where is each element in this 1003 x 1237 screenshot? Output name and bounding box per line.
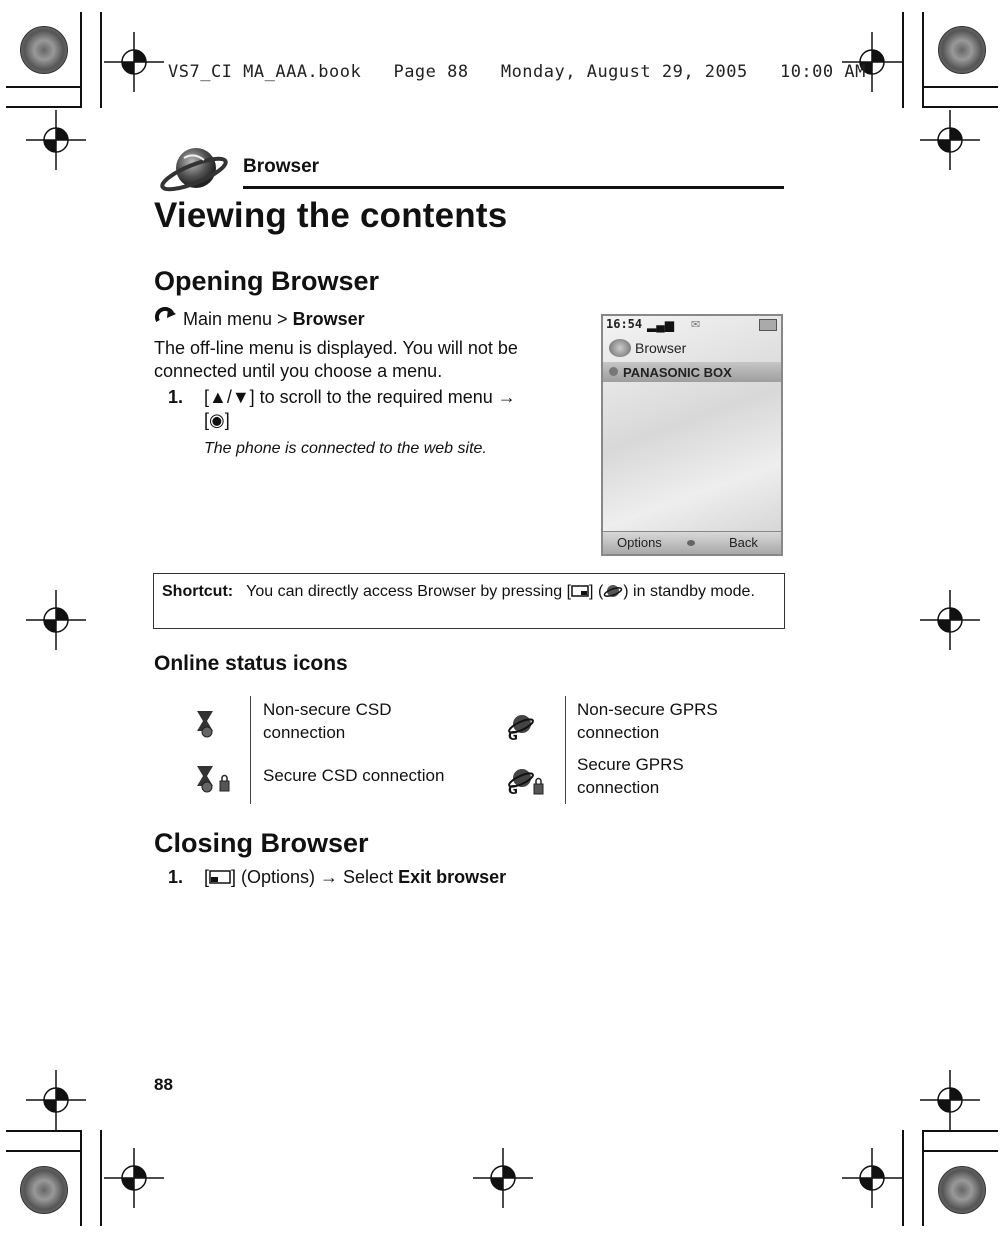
soft-key-options[interactable]: Options (617, 535, 662, 550)
print-header (168, 62, 866, 82)
phone-clock: 16:54 (606, 317, 643, 331)
status-icons-heading: Online status icons (154, 652, 348, 675)
arrow-right-circle-icon (154, 307, 178, 329)
phone-title-bar (603, 336, 781, 360)
closing-step-target: Exit browser (398, 867, 507, 887)
opening-heading: Opening Browser (154, 266, 380, 296)
closing-step-instruction: ] (Options) → Select (231, 867, 394, 887)
registration-mark (920, 1070, 980, 1130)
color-bar-bottom-right (938, 1166, 986, 1214)
closing-step-text (204, 866, 506, 889)
browser-globe-icon (158, 144, 228, 196)
page-number: 88 (154, 1075, 173, 1094)
registration-mark (920, 590, 980, 650)
phone-screen (601, 314, 783, 556)
soft-key-left-icon (209, 870, 231, 884)
bracket-open: [ (204, 867, 210, 887)
csd-icon (194, 708, 220, 738)
color-bar-bottom-left (20, 1166, 68, 1214)
shortcut-text-mid: ] ( (589, 583, 604, 600)
phone-title: Browser (635, 340, 687, 356)
page-title: Viewing the contents (154, 196, 508, 235)
menu-path-target: Browser (292, 309, 365, 329)
gprs-icon (506, 712, 536, 742)
battery-icon (759, 319, 777, 331)
registration-mark (26, 110, 86, 170)
phone-browser-icon (609, 339, 631, 357)
print-date: Monday, August 29, 2005 (500, 62, 748, 82)
svg-text:G: G (508, 729, 518, 742)
signal-icon: ▂▄▆ (647, 318, 674, 332)
menu-path (154, 307, 365, 331)
phone-soft-keys (603, 531, 781, 554)
section-rule (243, 186, 784, 189)
registration-mark (26, 590, 86, 650)
csd-secure-icon (194, 763, 232, 795)
menu-path-prefix: Main menu > (183, 309, 288, 329)
status-csd-label: Non-secure CSD connection (263, 700, 392, 742)
status-divider-right (565, 696, 566, 804)
print-time: 10:00 AM (779, 62, 866, 82)
shortcut-label: Shortcut: (162, 583, 234, 600)
status-gprs-secure-label: Secure GPRS connection (577, 755, 684, 797)
registration-mark (104, 1148, 164, 1208)
registration-mark (473, 1148, 533, 1208)
gprs-secure-icon (506, 766, 546, 798)
phone-menu-item-selected[interactable] (603, 362, 781, 382)
opening-step-instruction: [▲/▼] to scroll to the required menu → (204, 387, 516, 407)
shortcut-text-end: ) in standby mode. (623, 583, 755, 600)
soft-key-right-icon (571, 585, 589, 597)
registration-mark (920, 110, 980, 170)
status-divider-left (250, 696, 251, 804)
shortcut-text-start: You can directly access Browser by pressing [ (246, 583, 572, 600)
section-label: Browser (243, 156, 320, 177)
print-page: Page 88 (393, 62, 469, 82)
phone-status-bar (603, 316, 781, 336)
color-bar-top-left (20, 26, 68, 74)
phone-menu-item-label: PANASONIC BOX (623, 365, 732, 380)
shortcut-box (153, 573, 785, 629)
bullet-icon (609, 367, 618, 376)
opening-step-text (204, 386, 584, 432)
soft-key-back[interactable]: Back (729, 535, 758, 550)
status-gprs-label: Non-secure GPRS connection (577, 700, 718, 742)
registration-mark (104, 32, 164, 92)
browser-key-icon (603, 583, 623, 599)
closing-step-number: 1. (168, 867, 184, 887)
registration-mark (842, 1148, 902, 1208)
print-file: VS7_CI MA_AAA.book (168, 62, 362, 82)
opening-step-key: [◉] (204, 410, 230, 430)
color-bar-top-right (938, 26, 986, 74)
opening-step-number: 1. (168, 387, 184, 407)
message-icon: ✉ (691, 319, 701, 331)
status-csd-secure-label: Secure CSD connection (263, 766, 445, 785)
opening-paragraph: The off-line menu is displayed. You will not be connected until you choose a menu. (154, 338, 518, 381)
opening-step-note: The phone is connected to the web site. (204, 440, 487, 457)
shortcut-text (162, 582, 772, 602)
registration-mark (26, 1070, 86, 1130)
center-key-icon[interactable] (687, 540, 695, 546)
closing-heading: Closing Browser (154, 828, 369, 858)
svg-text:G: G (508, 783, 518, 797)
